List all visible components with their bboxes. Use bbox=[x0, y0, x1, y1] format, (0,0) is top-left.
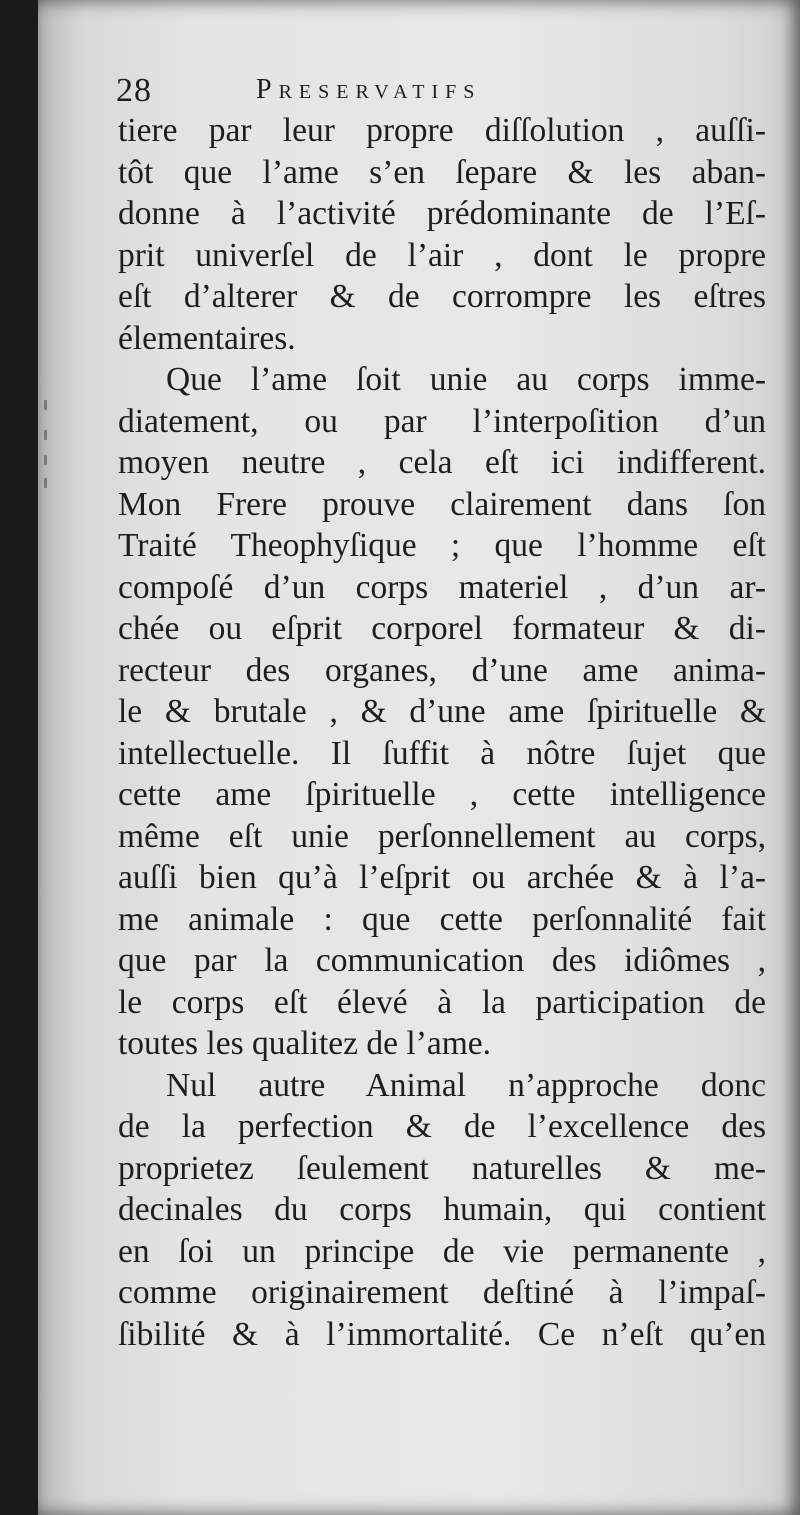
text-line: auſſi bien qu’à l’eſprit ou archée & à l’a- bbox=[118, 859, 766, 896]
text-line: comme originairement deſtiné à l’impaſ- bbox=[118, 1274, 766, 1311]
text-line: decinales du corps humain, qui contient bbox=[118, 1191, 766, 1228]
text-line: en ſoi un principe de vie permanente , bbox=[118, 1232, 766, 1270]
text-line: ſibilité & à l’immortalité. Ce n’eſt qu’en bbox=[118, 1315, 766, 1353]
margin-mark bbox=[44, 478, 47, 488]
text-line: de la perfection & de l’excellence des bbox=[118, 1108, 766, 1145]
text-line: Traité Theophyſique ; que l’homme eſt bbox=[118, 527, 766, 564]
text-line: recteur des organes, d’une ame anima- bbox=[118, 651, 766, 689]
paragraph-3 bbox=[118, 1065, 766, 1356]
margin-mark bbox=[44, 455, 47, 465]
text-line: proprietez ſeulement naturelles & me- bbox=[118, 1149, 766, 1187]
text-line: Que l’ame ſoit unie au corps imme- bbox=[166, 361, 766, 398]
text-line: élementaires. bbox=[118, 319, 296, 357]
text-line: Mon Frere prouve clairement dans ſon bbox=[118, 485, 766, 523]
text-line: tiere par leur propre diſſolution , auſſi- bbox=[118, 112, 766, 149]
text-line: le corps eſt élevé à la participation de bbox=[118, 983, 766, 1021]
text-line: Nul autre Animal n’approche donc bbox=[166, 1066, 766, 1104]
margin-marks bbox=[38, 400, 78, 520]
margin-mark bbox=[44, 400, 47, 410]
running-title: Preservatifs bbox=[256, 74, 482, 105]
text-line: même eſt unie perſonnellement au corps, bbox=[118, 817, 766, 855]
text-line: moyen neutre , cela eſt ici indifferent. bbox=[118, 444, 766, 481]
text-line: me animale : que cette perſonnalité fait bbox=[118, 900, 766, 938]
text-line: cette ame ſpirituelle , cette intelligence bbox=[118, 776, 766, 813]
text-line: toutes les qualitez de l’ame. bbox=[118, 1025, 492, 1062]
book-page bbox=[38, 0, 800, 1515]
text-line: donne à l’activité prédominante de l’Eſ- bbox=[118, 195, 766, 232]
text-line: le & brutale , & d’une ame ſpirituelle & bbox=[118, 693, 766, 730]
text-line: prit univerſel de l’air , dont le propre bbox=[118, 236, 766, 274]
text-line: intellectuelle. Il ſuffit à nôtre ſujet que bbox=[118, 734, 766, 772]
text-line: que par la communication des idiômes , bbox=[118, 942, 766, 979]
paragraph-1 bbox=[118, 110, 766, 359]
paragraph-2 bbox=[118, 359, 766, 1065]
text-line: tôt que l’ame s’en ſepare & les aban- bbox=[118, 153, 766, 191]
body-text bbox=[118, 110, 766, 1355]
text-line: compoſé d’un corps materiel , d’un ar- bbox=[118, 568, 766, 606]
text-line: diatement, ou par l’interpoſition d’un bbox=[118, 402, 766, 440]
margin-mark bbox=[44, 430, 47, 440]
text-line: chée ou eſprit corporel formateur & di- bbox=[118, 610, 766, 647]
text-line: eſt d’alterer & de corrompre les eſtres bbox=[118, 278, 766, 315]
page-number: 28 bbox=[116, 72, 152, 109]
